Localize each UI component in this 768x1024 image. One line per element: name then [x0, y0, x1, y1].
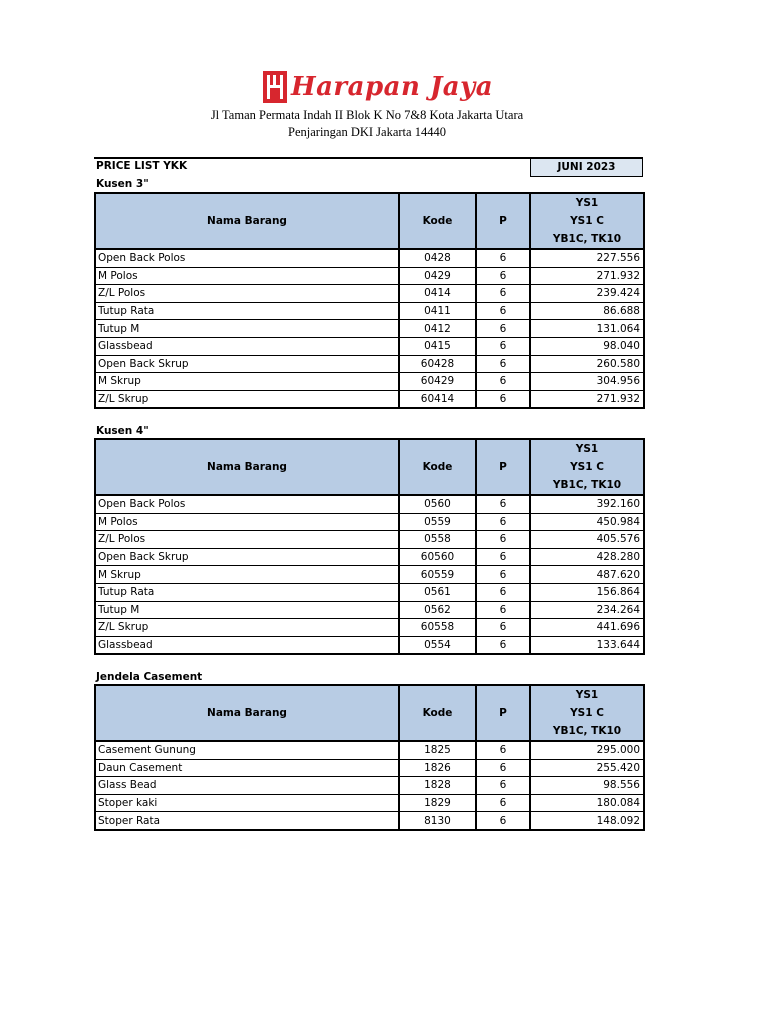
cell-name: Glassbead	[95, 636, 399, 654]
table-row	[95, 390, 644, 408]
cell-name: M Polos	[95, 267, 399, 285]
cell-name: Open Back Skrup	[95, 355, 399, 373]
cell-price: 295.000	[530, 741, 644, 759]
column-header-name: Nama Barang	[95, 193, 399, 249]
column-header-price	[530, 685, 644, 741]
cell-name: Glass Bead	[95, 777, 399, 795]
cell-p: 6	[476, 267, 530, 285]
column-header-kode: Kode	[399, 685, 476, 741]
cell-kode: 1828	[399, 777, 476, 795]
cell-price: 271.932	[530, 390, 644, 408]
price-header-line-1: YS1	[575, 689, 599, 701]
cell-name: Open Back Skrup	[95, 548, 399, 566]
table-row	[95, 583, 644, 601]
table-row	[95, 531, 644, 549]
column-header-p: P	[476, 193, 530, 249]
table-row	[95, 267, 644, 285]
cell-price: 487.620	[530, 566, 644, 584]
cell-name: Tutup M	[95, 320, 399, 338]
cell-p: 6	[476, 741, 530, 759]
cell-name: Open Back Polos	[95, 495, 399, 513]
cell-kode: 0560	[399, 495, 476, 513]
company-logo	[263, 70, 493, 104]
cell-price: 133.644	[530, 636, 644, 654]
table-row	[95, 285, 644, 303]
cell-price: 180.084	[530, 794, 644, 812]
column-header-name: Nama Barang	[95, 439, 399, 495]
cell-kode: 0558	[399, 531, 476, 549]
cell-price: 260.580	[530, 355, 644, 373]
cell-kode: 1825	[399, 741, 476, 759]
cell-price: 405.576	[530, 531, 644, 549]
cell-name: Z/L Skrup	[95, 390, 399, 408]
column-header-price	[530, 193, 644, 249]
cell-price: 392.160	[530, 495, 644, 513]
cell-p: 6	[476, 759, 530, 777]
cell-kode: 60429	[399, 373, 476, 391]
table-row	[95, 320, 644, 338]
cell-kode: 1829	[399, 794, 476, 812]
cell-name: Stoper kaki	[95, 794, 399, 812]
price-table-jendela-casement	[94, 684, 645, 831]
cell-kode: 60559	[399, 566, 476, 584]
cell-p: 6	[476, 601, 530, 619]
table-row	[95, 777, 644, 795]
cell-name: Tutup Rata	[95, 302, 399, 320]
column-header-kode: Kode	[399, 193, 476, 249]
cell-p: 6	[476, 355, 530, 373]
table-row	[95, 355, 644, 373]
cell-kode: 0415	[399, 337, 476, 355]
cell-kode: 0411	[399, 302, 476, 320]
table-row	[95, 636, 644, 654]
cell-p: 6	[476, 619, 530, 637]
cell-p: 6	[476, 812, 530, 830]
cell-name: Z/L Polos	[95, 285, 399, 303]
address-line-1: Jl Taman Permata Indah II Blok K No 7&8 Kota Jakarta Utara	[210, 108, 524, 122]
table-row	[95, 337, 644, 355]
cell-p: 6	[476, 373, 530, 391]
section-title: Jendela Casement	[96, 671, 203, 683]
price-header-line-3: YB1C, TK10	[552, 725, 622, 737]
cell-price: 131.064	[530, 320, 644, 338]
cell-name: Open Back Polos	[95, 249, 399, 267]
cell-price: 234.264	[530, 601, 644, 619]
month-badge: JUNI 2023	[530, 158, 643, 177]
table-row	[95, 249, 644, 267]
price-header-line-2: YS1 C	[570, 707, 604, 719]
table-row	[95, 741, 644, 759]
price-list-label: PRICE LIST YKK	[96, 160, 188, 172]
cell-kode: 8130	[399, 812, 476, 830]
cell-p: 6	[476, 495, 530, 513]
company-name: Harapan Jaya	[291, 72, 494, 102]
cell-p: 6	[476, 777, 530, 795]
cell-p: 6	[476, 794, 530, 812]
cell-name: Z/L Skrup	[95, 619, 399, 637]
table-row	[95, 302, 644, 320]
column-header-kode: Kode	[399, 439, 476, 495]
cell-p: 6	[476, 548, 530, 566]
cell-kode: 0554	[399, 636, 476, 654]
cell-price: 148.092	[530, 812, 644, 830]
cell-kode: 0429	[399, 267, 476, 285]
price-header-line-3: YB1C, TK10	[552, 479, 622, 491]
cell-kode: 0414	[399, 285, 476, 303]
cell-price: 98.040	[530, 337, 644, 355]
cell-name: M Skrup	[95, 566, 399, 584]
table-row	[95, 812, 644, 830]
cell-p: 6	[476, 513, 530, 531]
cell-kode: 60558	[399, 619, 476, 637]
cell-p: 6	[476, 636, 530, 654]
cell-price: 227.556	[530, 249, 644, 267]
cell-p: 6	[476, 302, 530, 320]
table-row	[95, 548, 644, 566]
cell-p: 6	[476, 337, 530, 355]
cell-kode: 0428	[399, 249, 476, 267]
column-header-p: P	[476, 685, 530, 741]
cell-name: Daun Casement	[95, 759, 399, 777]
cell-p: 6	[476, 320, 530, 338]
cell-name: M Skrup	[95, 373, 399, 391]
price-header-line-2: YS1 C	[570, 215, 604, 227]
cell-kode: 60428	[399, 355, 476, 373]
cell-name: Casement Gunung	[95, 741, 399, 759]
cell-kode: 0562	[399, 601, 476, 619]
cell-kode: 0559	[399, 513, 476, 531]
table-row	[95, 601, 644, 619]
column-header-name: Nama Barang	[95, 685, 399, 741]
cell-name: Tutup Rata	[95, 583, 399, 601]
cell-p: 6	[476, 583, 530, 601]
cell-price: 98.556	[530, 777, 644, 795]
table-row	[95, 566, 644, 584]
cell-price: 450.984	[530, 513, 644, 531]
cell-name: M Polos	[95, 513, 399, 531]
cell-name: Stoper Rata	[95, 812, 399, 830]
table-row	[95, 794, 644, 812]
cell-kode: 0561	[399, 583, 476, 601]
cell-price: 255.420	[530, 759, 644, 777]
column-header-price	[530, 439, 644, 495]
cell-price: 428.280	[530, 548, 644, 566]
cell-price: 239.424	[530, 285, 644, 303]
cell-name: Z/L Polos	[95, 531, 399, 549]
price-header-line-2: YS1 C	[570, 461, 604, 473]
cell-name: Glassbead	[95, 337, 399, 355]
cell-kode: 60560	[399, 548, 476, 566]
cell-price: 271.932	[530, 267, 644, 285]
table-row	[95, 373, 644, 391]
price-table-kusen-3	[94, 192, 645, 409]
cell-p: 6	[476, 390, 530, 408]
cell-name: Tutup M	[95, 601, 399, 619]
price-header-line-1: YS1	[575, 197, 599, 209]
price-header-line-1: YS1	[575, 443, 599, 455]
section-title: Kusen 3"	[96, 178, 149, 190]
cell-kode: 60414	[399, 390, 476, 408]
table-row	[95, 495, 644, 513]
table-row	[95, 759, 644, 777]
section-title: Kusen 4"	[96, 425, 149, 437]
column-header-p: P	[476, 439, 530, 495]
company-logo-mark-icon	[263, 71, 287, 103]
cell-price: 441.696	[530, 619, 644, 637]
cell-p: 6	[476, 285, 530, 303]
cell-p: 6	[476, 566, 530, 584]
cell-price: 304.956	[530, 373, 644, 391]
cell-p: 6	[476, 249, 530, 267]
price-header-line-3: YB1C, TK10	[552, 233, 622, 245]
price-table-kusen-4	[94, 438, 645, 655]
table-row	[95, 619, 644, 637]
cell-price: 86.688	[530, 302, 644, 320]
cell-kode: 1826	[399, 759, 476, 777]
table-row	[95, 513, 644, 531]
cell-kode: 0412	[399, 320, 476, 338]
cell-price: 156.864	[530, 583, 644, 601]
address-line-2: Penjaringan DKI Jakarta 14440	[288, 125, 446, 139]
cell-p: 6	[476, 531, 530, 549]
